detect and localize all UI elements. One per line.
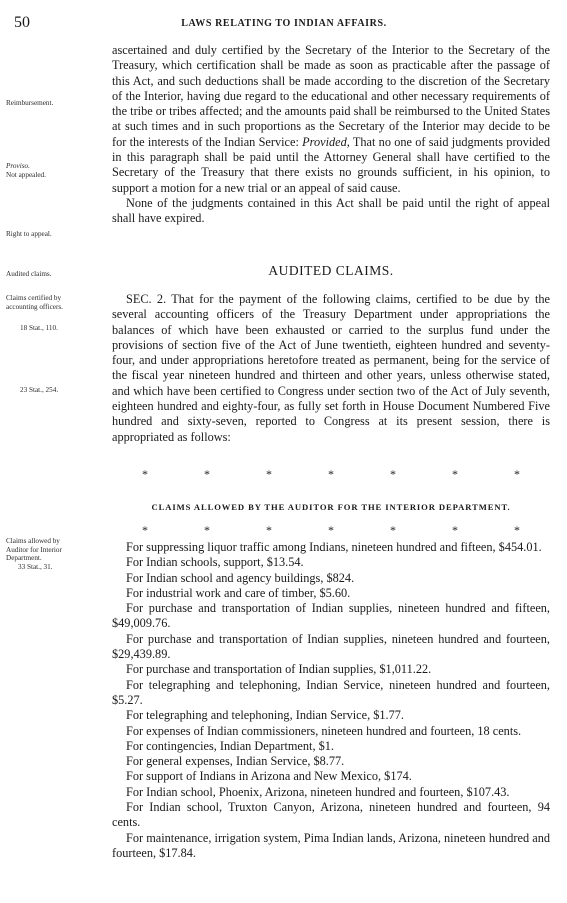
claim-item: For support of Indians in Arizona and New Mexico, $174. <box>126 769 412 784</box>
claim-item: For Indian schools, support, $13.54. <box>126 555 304 570</box>
claim-item: For telegraphing and telephoning, Indian Service, $1.77. <box>126 708 404 723</box>
star: * <box>514 467 520 481</box>
page-number: 50 <box>14 14 30 31</box>
body-text-block-1 <box>112 43 550 227</box>
star: * <box>514 523 520 537</box>
claim-item: For purchase and transportation of Indian supplies, nineteen hundred and fourteen, $29,439.89. <box>112 631 550 662</box>
margin-note-not-appealed: Not appealed. <box>6 170 46 179</box>
claim-item: For Indian school, Truxton Canyon, Arizona, nineteen hundred and fourteen, 94 cents. <box>112 800 550 830</box>
margin-note-claims-allowed-line3: Department. <box>6 554 42 562</box>
claim-item: For Indian school and agency buildings, $824. <box>126 570 355 585</box>
margin-note-proviso <box>6 162 110 179</box>
claim-item: For industrial work and care of timber, $5.60. <box>126 585 351 600</box>
star: * <box>452 523 458 537</box>
margin-note-stat-18: 18 Stat., 110. <box>20 324 58 332</box>
star: * <box>390 467 396 481</box>
ellipsis-stars-1 <box>112 467 550 482</box>
star: * <box>328 467 334 481</box>
paragraph-appeal: None of the judgments contained in this Act shall be paid until the right of appeal shall have expired. <box>112 195 550 226</box>
star: * <box>328 523 334 537</box>
provided-label: Provided, <box>302 134 350 149</box>
claim-item: For telegraphing and telephoning, Indian Service, nineteen hundred and fourteen, $5.27. <box>112 677 550 707</box>
ellipsis-stars-2 <box>112 523 550 538</box>
margin-note-claims-certified-line1: Claims certified by <box>6 294 62 302</box>
star: * <box>266 523 272 537</box>
star: * <box>204 467 210 481</box>
claim-item: For Indian school, Phoenix, Arizona, nineteen hundred and fourteen, $107.43. <box>126 784 510 799</box>
star: * <box>142 467 148 481</box>
paragraph-text-proviso: That no one of said judgments provided in this paragraph shall be paid until the Attorney General shall have certified to the Secretary of the Treasury that there exists no grounds sufficient, in his opinion, to support a motion for a new trial or an appeal of said cause. <box>112 134 551 195</box>
paragraph-continuation <box>112 43 550 196</box>
claim-item: For expenses of Indian commissioners, nineteen hundred and fourteen, 18 cents. <box>126 723 522 738</box>
claim-item: For purchase and transportation of Indian supplies, $1,011.22. <box>126 662 432 677</box>
page-header <box>14 14 554 36</box>
claim-item: For contingencies, Indian Department, $1. <box>126 738 334 753</box>
star: * <box>266 467 272 481</box>
margin-note-reimbursement: Reimbursement. <box>6 99 54 107</box>
star: * <box>452 467 458 481</box>
margin-note-claims-certified-line2: accounting officers. <box>6 302 63 311</box>
section-2-paragraph: SEC. 2. That for the payment of the following claims, certified to be due by the several accounting officers of the Treasury Department under appropriations the balances of which have been exhausted or carried to the surplus fund under the provisions of section five of the Act of June twentieth, eighteen hundred and seventy-four, and under appropriations heretofore treated as permanent, being for the service of the fiscal year nineteen hundred and thirteen and other years, unless otherwise stated, and which have been certified to Congress under section two of the Act of July seventh, eighteen hundred and eighty-four, as fully set forth in House Document Numbered Five hundred and sixty-seven, reported to Congress at its present session, there is appropriated as follows: <box>112 292 550 444</box>
section-title: AUDITED CLAIMS. <box>268 263 394 278</box>
body-text-block-2 <box>112 292 550 445</box>
claim-item: For general expenses, Indian Service, $8.77. <box>126 754 345 769</box>
margin-note-stat-23: 23 Stat., 254. <box>20 386 59 394</box>
margin-note-proviso-label: Proviso. <box>6 162 30 170</box>
margin-note-claims-allowed-line1: Claims allowed by <box>6 537 60 545</box>
star: * <box>204 523 210 537</box>
paragraph-text: ascertained and duly certified by the Secretary of the Interior to the Secretary of the Treasury, which certification shall be made as soon as practicable after the passage of this Act, and such deductions shall be made according to the discretion of the Secretary of the Interior, having due regard to the educational and other necessary requirements of the tribe or tribes affected; and the amounts paid shall be reimbursed to the United States at such times and in such proportions as the Secretary of the Interior may decide to be for the interests of the Indian Service: <box>112 43 550 149</box>
margin-note-claims-certified <box>6 294 110 311</box>
claim-item: For maintenance, irrigation system, Pima Indian lands, Arizona, nineteen hundred and fourteen, $17.84. <box>112 830 550 860</box>
subheading: CLAIMS ALLOWED BY THE AUDITOR FOR THE INTERIOR DEPARTMENT. <box>151 502 511 512</box>
star: * <box>142 523 148 537</box>
margin-note-claims-allowed <box>6 537 110 571</box>
star: * <box>390 523 396 537</box>
claim-item: For purchase and transportation of Indian supplies, nineteen hundred and fifteen, $49,009.76. <box>112 601 550 631</box>
running-title: LAWS RELATING TO INDIAN AFFAIRS. <box>181 18 387 29</box>
margin-note-stat-33: 33 Stat., 31. <box>18 562 53 571</box>
margin-note-right-to-appeal: Right to appeal. <box>6 230 52 238</box>
margin-note-audited-claims: Audited claims. <box>6 270 52 278</box>
margin-note-claims-allowed-line2: Auditor for Interior <box>6 545 62 554</box>
claim-item: For suppressing liquor traffic among Indians, nineteen hundred and fifteen, $454.01. <box>126 540 542 554</box>
claims-list <box>112 540 550 861</box>
